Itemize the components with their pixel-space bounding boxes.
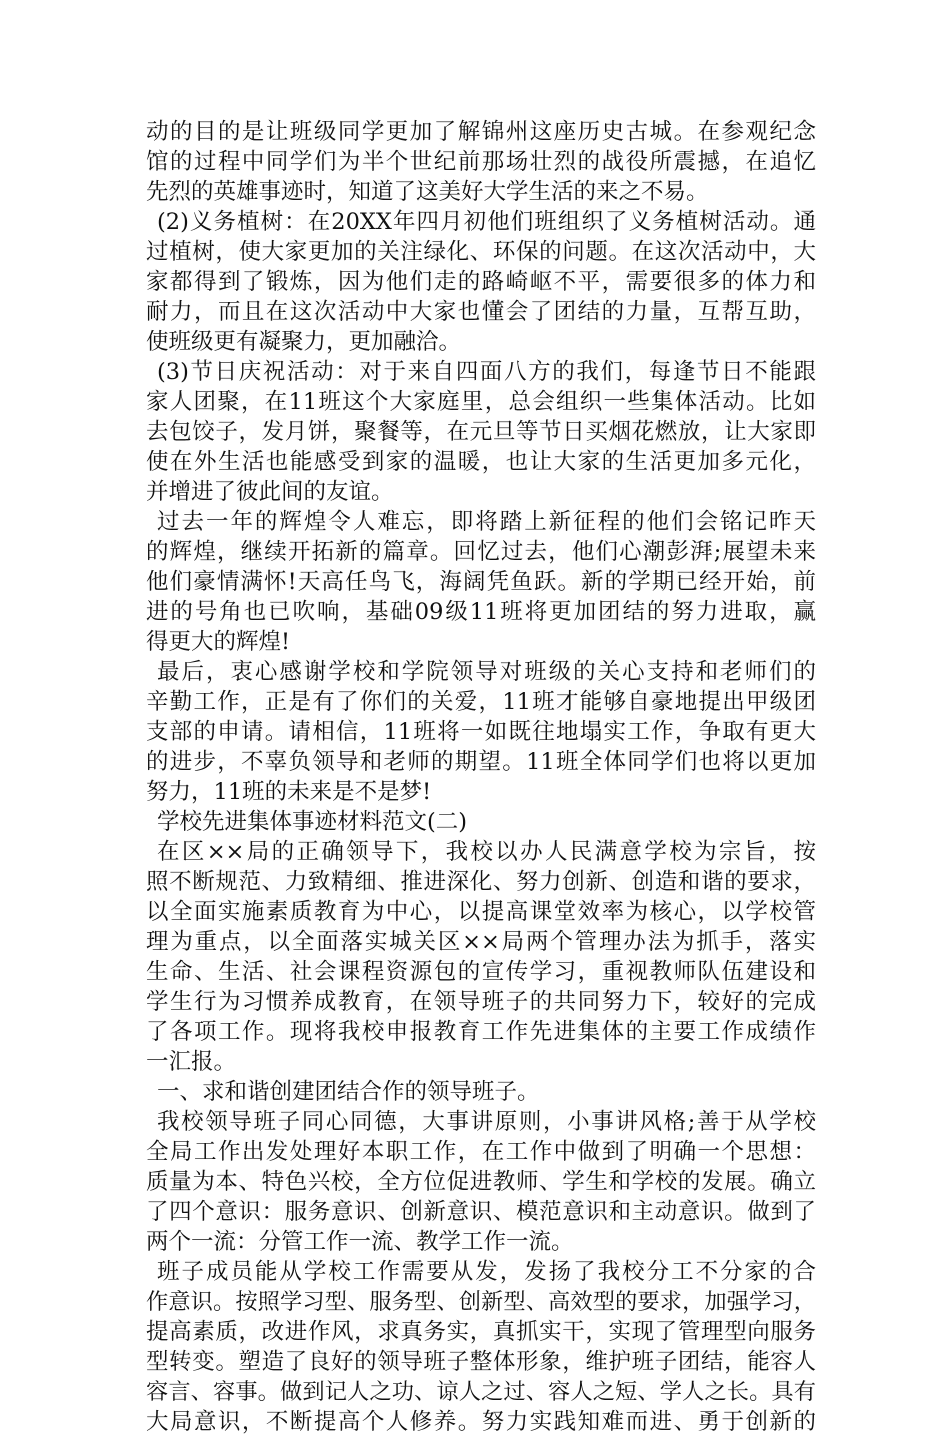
text-line: (3)节日庆祝活动：对于来自四面八方的我们，每逢节日不能跟 <box>157 359 816 385</box>
text-line: 容言、容事。做到记人之功、谅人之过、容人之短、学人之长。具有 <box>146 1379 816 1405</box>
text-line: 先烈的英雄事迹时，知道了这美好大学生活的来之不易。 <box>146 179 709 205</box>
text-line: (2)义务植树：在20XX年四月初他们班组织了义务植树活动。通 <box>157 209 816 235</box>
text-line: 两个一流：分管工作一流、教学工作一流。 <box>146 1229 574 1255</box>
document-body <box>146 117 816 1437</box>
text-line: 辛勤工作，正是有了你们的关爱，11班才能够自豪地提出甲级团 <box>146 689 816 715</box>
text-line: 一、求和谐创建团结合作的领导班子。 <box>157 1079 540 1105</box>
text-line: 馆的过程中同学们为半个世纪前那场壮烈的战役所震撼，在追忆 <box>146 149 816 175</box>
text-line: 我校领导班子同心同德，大事讲原则，小事讲风格;善于从学校 <box>157 1109 816 1135</box>
text-line: 耐力，而且在这次活动中大家也懂会了团结的力量，互帮互助， <box>146 299 816 325</box>
text-line: 班子成员能从学校工作需要从发，发扬了我校分工不分家的合 <box>157 1259 816 1285</box>
text-line: 去包饺子，发月饼，聚餐等，在元旦等节日买烟花燃放，让大家即 <box>146 419 816 445</box>
text-line: 以全面实施素质教育为中心，以提高课堂效率为核心，以学校管 <box>146 899 816 925</box>
text-line: 一汇报。 <box>146 1049 237 1075</box>
text-line: 努力，11班的未来是不是梦! <box>146 779 432 805</box>
text-line: 使在外生活也能感受到家的温暖，也让大家的生活更加多元化， <box>146 449 816 475</box>
text-line: 学校先进集体事迹材料范文(二) <box>157 809 468 835</box>
text-line: 了四个意识：服务意识、创新意识、模范意识和主动意识。做到了 <box>146 1199 816 1225</box>
text-line: 照不断规范、力致精细、推进深化、努力创新、创造和谐的要求， <box>146 869 816 895</box>
text-line: 并增进了彼此间的友谊。 <box>146 479 394 505</box>
text-line: 得更大的辉煌! <box>146 629 291 655</box>
text-line: 的进步，不辜负领导和老师的期望。11班全体同学们也将以更加 <box>146 749 816 775</box>
text-line: 生命、生活、社会课程资源包的宣传学习，重视教师队伍建设和 <box>146 959 816 985</box>
text-line: 了各项工作。现将我校申报教育工作先进集体的主要工作成绩作 <box>146 1019 816 1045</box>
text-line: 全局工作出发处理好本职工作，在工作中做到了明确一个思想： <box>146 1139 816 1165</box>
text-line: 的辉煌，继续开拓新的篇章。回忆过去，他们心潮彭湃;展望未来 <box>146 539 816 565</box>
text-line: 支部的申请。请相信，11班将一如既往地塌实工作，争取有更大 <box>146 719 816 745</box>
text-line: 作意识。按照学习型、服务型、创新型、高效型的要求，加强学习， <box>146 1289 816 1315</box>
text-line: 质量为本、特色兴校，全方位促进教师、学生和学校的发展。确立 <box>146 1169 816 1195</box>
text-line: 大局意识，不断提高个人修养。努力实践知难而进、勇于创新的 <box>146 1409 816 1435</box>
text-line: 使班级更有凝聚力，更加融洽。 <box>146 329 462 355</box>
text-line: 提高素质，改进作风，求真务实，真抓实干，实现了管理型向服务 <box>146 1319 816 1345</box>
text-line: 家都得到了锻炼，因为他们走的路崎岖不平，需要很多的体力和 <box>146 269 816 295</box>
text-line: 动的目的是让班级同学更加了解锦州这座历史古城。在参观纪念 <box>146 119 816 145</box>
text-line: 理为重点，以全面落实城关区××局两个管理办法为抓手，落实 <box>146 929 816 955</box>
text-line: 他们豪情满怀!天高任鸟飞，海阔凭鱼跃。新的学期已经开始，前 <box>146 569 816 595</box>
text-line: 过去一年的辉煌令人难忘，即将踏上新征程的他们会铭记昨天 <box>157 509 816 535</box>
text-line: 学生行为习惯养成教育，在领导班子的共同努力下，较好的完成 <box>146 989 816 1015</box>
text-line: 最后，衷心感谢学校和学院领导对班级的关心支持和老师们的 <box>157 659 816 685</box>
text-line: 进的号角也已吹响，基础09级11班将更加团结的努力进取，赢 <box>146 599 816 625</box>
text-line: 在区××局的正确领导下，我校以办人民满意学校为宗旨，按 <box>157 839 816 865</box>
text-line: 家人团聚，在11班这个大家庭里，总会组织一些集体活动。比如 <box>146 389 816 415</box>
text-line: 过植树，使大家更加的关注绿化、环保的问题。在这次活动中，大 <box>146 239 816 265</box>
text-line: 型转变。塑造了良好的领导班子整体形象，维护班子团结，能容人 <box>146 1349 816 1375</box>
